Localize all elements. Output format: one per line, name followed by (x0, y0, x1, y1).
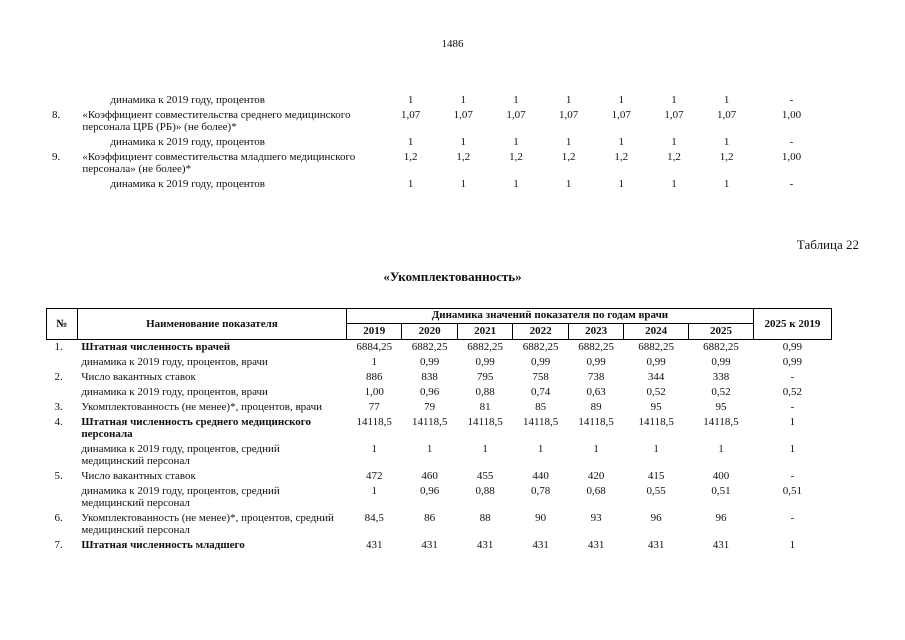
value-cell: 1 (513, 94, 519, 106)
table-caption: Таблица 22 (796, 237, 859, 252)
total-cell: - (790, 512, 795, 524)
value-cell: 0,55 (646, 485, 666, 497)
total-cell: 0,52 (782, 386, 803, 398)
value-cell: 0,96 (420, 485, 440, 497)
value-cell: 81 (479, 401, 491, 413)
total-cell: - (790, 371, 795, 383)
value-cell: 1 (723, 136, 730, 148)
row-number: 8. (52, 109, 61, 121)
total-cell: 1,00 (781, 151, 802, 163)
value-cell: 0,51 (711, 485, 731, 497)
value-cell: 14118,5 (467, 416, 503, 428)
table-row (50, 136, 830, 151)
value-cell: 0,68 (586, 485, 606, 497)
value-cell: 14118,5 (578, 416, 614, 428)
indicator-name: «Коэффициент совместительства младшего медицинского персонала» (не более)* (82, 151, 356, 175)
value-cell: 77 (368, 401, 380, 413)
value-cell: 1 (537, 443, 544, 455)
header-year: 2024 (624, 323, 689, 339)
value-cell: 338 (712, 371, 730, 383)
value-cell: 0,99 (711, 356, 731, 368)
value-cell: 431 (421, 539, 438, 551)
table-row (47, 370, 832, 385)
total-cell: - (789, 136, 794, 148)
value-cell: 886 (365, 371, 383, 383)
value-cell: 14118,5 (638, 416, 674, 428)
value-cell: 1 (407, 136, 414, 148)
value-cell: 14118,5 (356, 416, 392, 428)
indicator-name: Штатная численность среднего медицинского персонала (81, 416, 312, 440)
value-cell: 1 (426, 443, 433, 455)
indicator-name: Укомплектованность (не менее)*, процентов, средний медицинский персонал (81, 512, 334, 536)
value-cell: 1,2 (719, 151, 734, 163)
header-year: 2020 (402, 323, 457, 339)
value-cell: 1,2 (403, 151, 418, 163)
total-cell: - (790, 470, 795, 482)
value-cell: 1 (723, 178, 730, 190)
value-cell: 1 (482, 443, 488, 455)
indicator-name: динамика к 2019 году, процентов (110, 136, 265, 148)
value-cell: 79 (424, 401, 436, 413)
indicator-name: динамика к 2019 году, процентов, средний медицинский персонал (81, 443, 280, 467)
table-row (47, 538, 832, 553)
value-cell: 0,88 (475, 485, 495, 497)
value-cell: 6882,25 (467, 341, 504, 353)
total-cell: - (790, 401, 795, 413)
value-cell: 88 (479, 512, 491, 524)
value-cell: 1 (671, 94, 677, 106)
value-cell: 1 (618, 178, 625, 190)
value-cell: 758 (532, 371, 549, 383)
value-cell: 93 (590, 512, 602, 524)
value-cell: 1 (593, 443, 599, 455)
value-cell: 431 (532, 539, 549, 551)
table-row (47, 355, 832, 370)
total-cell: 0,51 (782, 485, 803, 497)
table-row (47, 442, 832, 469)
value-cell: 1 (718, 443, 724, 455)
table-row (47, 484, 832, 511)
indicator-name: Штатная численность младшего (81, 539, 245, 551)
table-title: «Укомплектованность» (383, 269, 522, 284)
total-cell: 0,99 (782, 356, 803, 368)
value-cell: 86 (424, 512, 436, 524)
value-cell: 431 (712, 539, 730, 551)
value-cell: 0,52 (711, 386, 731, 398)
value-cell: 14118,5 (522, 416, 559, 428)
header-name: Наименование показателя (77, 309, 346, 340)
value-cell: 460 (421, 470, 438, 482)
header-total: 2025 к 2019 (753, 309, 831, 340)
value-cell: 420 (587, 470, 605, 482)
table-row (47, 469, 832, 484)
value-cell: 1,00 (364, 386, 384, 398)
table-row (47, 415, 832, 442)
row-number (50, 94, 80, 109)
indicator-name: динамика к 2019 году, процентов, врачи (81, 356, 268, 368)
value-cell: 0,99 (420, 356, 440, 368)
value-cell: 0,99 (475, 356, 495, 368)
value-cell: 1 (513, 178, 519, 190)
value-cell: 0,99 (646, 356, 666, 368)
value-cell: 1 (407, 94, 414, 106)
value-cell: 1,07 (506, 109, 526, 121)
header-year: 2021 (457, 323, 512, 339)
indicator-name: динамика к 2019 году, процентов, средний медицинский персонал (81, 485, 280, 509)
indicator-name: Число вакантных ставок (81, 470, 196, 482)
value-cell: 14118,5 (703, 416, 739, 428)
row-number (47, 385, 78, 400)
value-cell: 431 (647, 539, 665, 551)
value-cell: 0,74 (530, 386, 551, 398)
row-number: 2. (54, 371, 63, 383)
indicator-name: Штатная численность врачей (81, 341, 231, 353)
value-cell: 96 (715, 512, 727, 524)
value-cell: 1,2 (509, 151, 523, 163)
row-number: 9. (52, 151, 61, 163)
indicator-name: «Коэффициент совместительства среднего медицинского персонала ЦРБ (РБ)» (не более)* (82, 109, 351, 133)
total-cell: 1,00 (781, 109, 802, 121)
table-row (47, 385, 832, 400)
row-number (47, 484, 78, 511)
header-group: Динамика значений показателя по годам врачи (346, 309, 753, 324)
value-cell: 0,52 (646, 386, 666, 398)
table-row (50, 151, 830, 178)
value-cell: 415 (647, 470, 665, 482)
value-cell: 1 (618, 94, 625, 106)
value-cell: 84,5 (364, 512, 384, 524)
row-number: 7. (54, 539, 63, 551)
value-cell: 400 (712, 470, 730, 482)
table-row (50, 178, 830, 193)
value-cell: 1,07 (400, 109, 421, 121)
indicator-name: динамика к 2019 году, процентов, врачи (81, 386, 268, 398)
value-cell: 0,99 (530, 356, 551, 368)
value-cell: 0,96 (420, 386, 440, 398)
value-cell: 6882,25 (703, 341, 739, 353)
header-year: 2022 (513, 323, 568, 339)
value-cell: 6882,25 (638, 341, 675, 353)
value-cell: 1 (460, 178, 467, 190)
row-number (50, 178, 80, 193)
value-cell: 431 (587, 539, 605, 551)
value-cell: 95 (650, 401, 662, 413)
table-row (47, 400, 832, 415)
header-year: 2019 (346, 323, 401, 339)
value-cell: 1 (671, 136, 677, 148)
value-cell: 1 (671, 178, 677, 190)
table-row (50, 109, 830, 136)
value-cell: 440 (532, 470, 549, 482)
value-cell: 838 (421, 371, 438, 383)
value-cell: 472 (365, 470, 383, 482)
value-cell: 1,07 (611, 109, 631, 121)
value-cell: 14118,5 (412, 416, 448, 428)
value-cell: 344 (647, 371, 665, 383)
staffing-table (46, 308, 832, 553)
value-cell: 85 (535, 401, 547, 413)
table-row (47, 340, 832, 356)
page-number: 1486 (441, 38, 464, 50)
value-cell: 1 (371, 485, 377, 497)
value-cell: 1 (371, 356, 377, 368)
value-cell: 1 (460, 136, 467, 148)
row-number (47, 355, 78, 370)
value-cell: 455 (476, 470, 494, 482)
indicator-name: динамика к 2019 году, процентов (110, 94, 265, 106)
value-cell: 1,2 (667, 151, 681, 163)
header-year: 2025 (689, 323, 754, 339)
total-cell: - (789, 94, 794, 106)
row-number: 1. (54, 341, 63, 353)
value-cell: 1,07 (664, 109, 684, 121)
value-cell: 1 (653, 443, 659, 455)
value-cell: 0,78 (530, 485, 551, 497)
header-num: № (47, 309, 78, 340)
value-cell: 1,07 (558, 109, 579, 121)
total-cell: - (789, 178, 794, 190)
value-cell: 431 (365, 539, 383, 551)
row-number: 6. (54, 512, 63, 524)
value-cell: 89 (590, 401, 602, 413)
value-cell: 1,07 (453, 109, 473, 121)
value-cell: 1 (565, 94, 572, 106)
continued-indicators-table (50, 94, 830, 193)
indicator-name: Укомплектованность (не менее)*, процентов, врачи (81, 401, 323, 413)
value-cell: 1 (565, 136, 572, 148)
value-cell: 95 (715, 401, 727, 413)
value-cell: 90 (535, 512, 547, 524)
value-cell: 1,07 (717, 109, 737, 121)
header-year: 2023 (568, 323, 623, 339)
value-cell: 1 (618, 136, 625, 148)
row-number: 3. (54, 401, 63, 413)
table-row (47, 511, 832, 538)
value-cell: 1,2 (456, 151, 471, 163)
total-cell: 1 (789, 539, 796, 551)
value-cell: 0,88 (475, 386, 495, 398)
value-cell: 6882,25 (578, 341, 614, 353)
row-number (47, 442, 78, 469)
value-cell: 0,99 (586, 356, 606, 368)
value-cell: 96 (650, 512, 662, 524)
row-number: 5. (54, 470, 63, 482)
value-cell: 6882,25 (411, 341, 448, 353)
total-cell: 1 (789, 416, 796, 428)
row-number: 4. (54, 416, 63, 428)
value-cell: 1 (460, 94, 467, 106)
value-cell: 1 (371, 443, 377, 455)
value-cell: 1 (513, 136, 519, 148)
value-cell: 1,2 (561, 151, 576, 163)
table-row (50, 94, 830, 109)
total-cell: 0,99 (782, 341, 803, 353)
indicator-name: динамика к 2019 году, процентов (110, 178, 265, 190)
total-cell: 1 (789, 443, 796, 455)
value-cell: 1 (407, 178, 414, 190)
value-cell: 1 (723, 94, 730, 106)
value-cell: 6882,25 (522, 341, 559, 353)
indicator-name: Число вакантных ставок (81, 371, 196, 383)
value-cell: 795 (476, 371, 494, 383)
value-cell: 431 (476, 539, 494, 551)
value-cell: 0,63 (586, 386, 606, 398)
value-cell: 738 (587, 371, 605, 383)
value-cell: 1 (565, 178, 572, 190)
value-cell: 6884,25 (356, 341, 393, 353)
row-number (50, 136, 80, 151)
value-cell: 1,2 (614, 151, 629, 163)
